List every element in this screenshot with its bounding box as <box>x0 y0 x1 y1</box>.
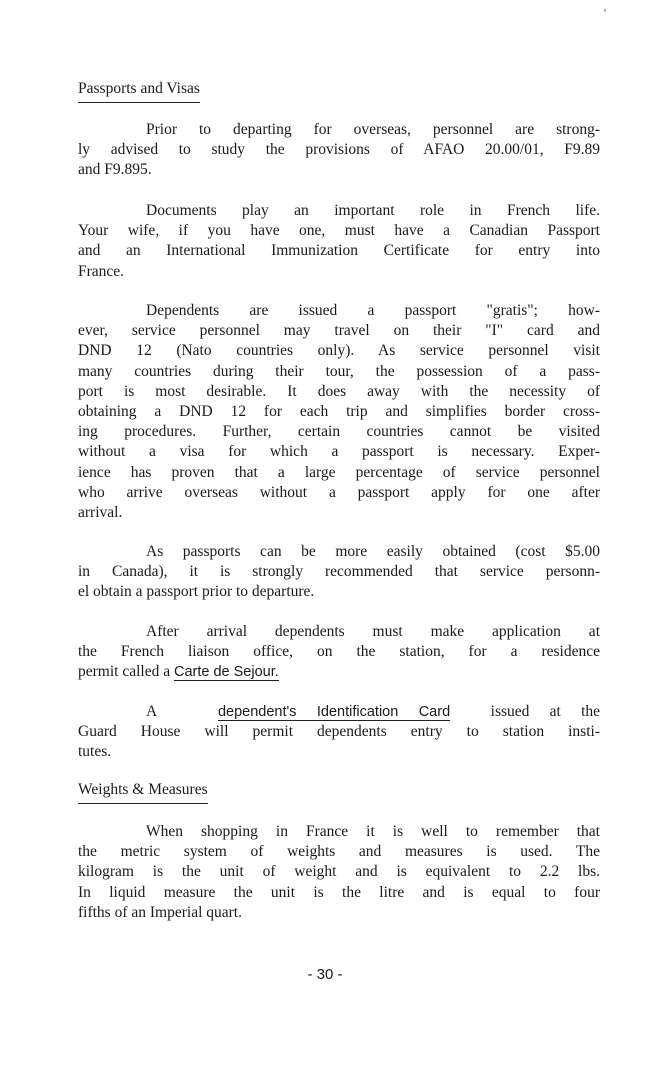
text-line: the French liaison office, on the station, for a residence <box>78 643 600 661</box>
text-line: DND 12 (Nato countries only). As service personnel visit <box>78 342 600 360</box>
text-line: in Canada), it is strongly recommended that service personn- <box>78 563 600 581</box>
text-line: ing procedures. Further, certain countries cannot be visited <box>78 423 600 441</box>
passports-paragraph-3 <box>78 301 600 523</box>
page-number: - 30 - <box>307 966 343 983</box>
text-line: ience has proven that a large percentage of service personnel <box>78 463 600 481</box>
text-line: Documents play an important role in French life. <box>146 202 600 219</box>
text-line: After arrival dependents must make application at <box>146 623 600 640</box>
text-line: Dependents are issued a passport "gratis"; how- <box>146 302 600 319</box>
text-line: In liquid measure the unit is the litre and is equal to four <box>78 883 600 901</box>
passports-paragraph-1 <box>78 120 600 181</box>
text-line: obtaining a DND 12 for each trip and simplifies border cross- <box>78 403 600 421</box>
text-line: Your wife, if you have one, must have a Canadian Passport <box>78 222 600 240</box>
passports-paragraph-5 <box>78 622 600 683</box>
weights-paragraph-1 <box>78 822 600 923</box>
text-line: issued at the <box>490 703 601 720</box>
text-line: and an International Immunization Certificate for entry into <box>78 242 600 260</box>
weights-heading: Weights & Measures <box>78 780 208 804</box>
identification-card-term: dependent's Identification Card <box>217 704 451 720</box>
text-line: the metric system of weights and measures is used. The <box>78 843 600 861</box>
corner-mark: ’ <box>601 5 611 21</box>
text-line: A <box>146 703 158 720</box>
text-line: and F9.895. <box>78 161 152 179</box>
text-line: fifths of an Imperial quart. <box>78 903 242 921</box>
text-line: who arrive overseas without a passport apply for one after <box>78 483 600 501</box>
text-line: port is most desirable. It does away with the necessity of <box>78 382 600 400</box>
text-line: ever, service personnel may travel on their "I" card and <box>78 322 600 340</box>
passports-paragraph-4 <box>78 542 600 603</box>
text-line: arrival. <box>78 504 123 522</box>
text-line: kilogram is the unit of weight and is equivalent to 2.2 lbs. <box>78 863 600 881</box>
text-line: tutes. <box>78 743 112 761</box>
text-line: permit called a <box>78 663 174 681</box>
text-line: Prior to departing for overseas, personnel are strong- <box>146 121 600 138</box>
text-line: ly advised to study the provisions of AFAO 20.00/01, F9.89 <box>78 141 600 159</box>
weights-heading-block <box>78 780 600 804</box>
passports-heading: Passports and Visas <box>78 79 200 103</box>
text-line: Guard House will permit dependents entry to station insti- <box>78 723 600 741</box>
passports-heading-block <box>78 79 600 103</box>
carte-de-sejour-term: Carte de Sejour. <box>173 664 279 681</box>
text-line: As passports can be more easily obtained (cost $5.00 <box>146 543 600 560</box>
text-line: many countries during their tour, the possession of a pass- <box>78 362 600 380</box>
text-line: France. <box>78 262 125 280</box>
text-line: el obtain a passport prior to departure. <box>78 583 315 601</box>
text-line: without a visa for which a passport is necessary. Exper- <box>78 443 600 461</box>
passports-paragraph-2 <box>78 201 600 282</box>
text-line: When shopping in France it is well to remember that <box>146 823 600 840</box>
passports-paragraph-6 <box>78 702 600 763</box>
